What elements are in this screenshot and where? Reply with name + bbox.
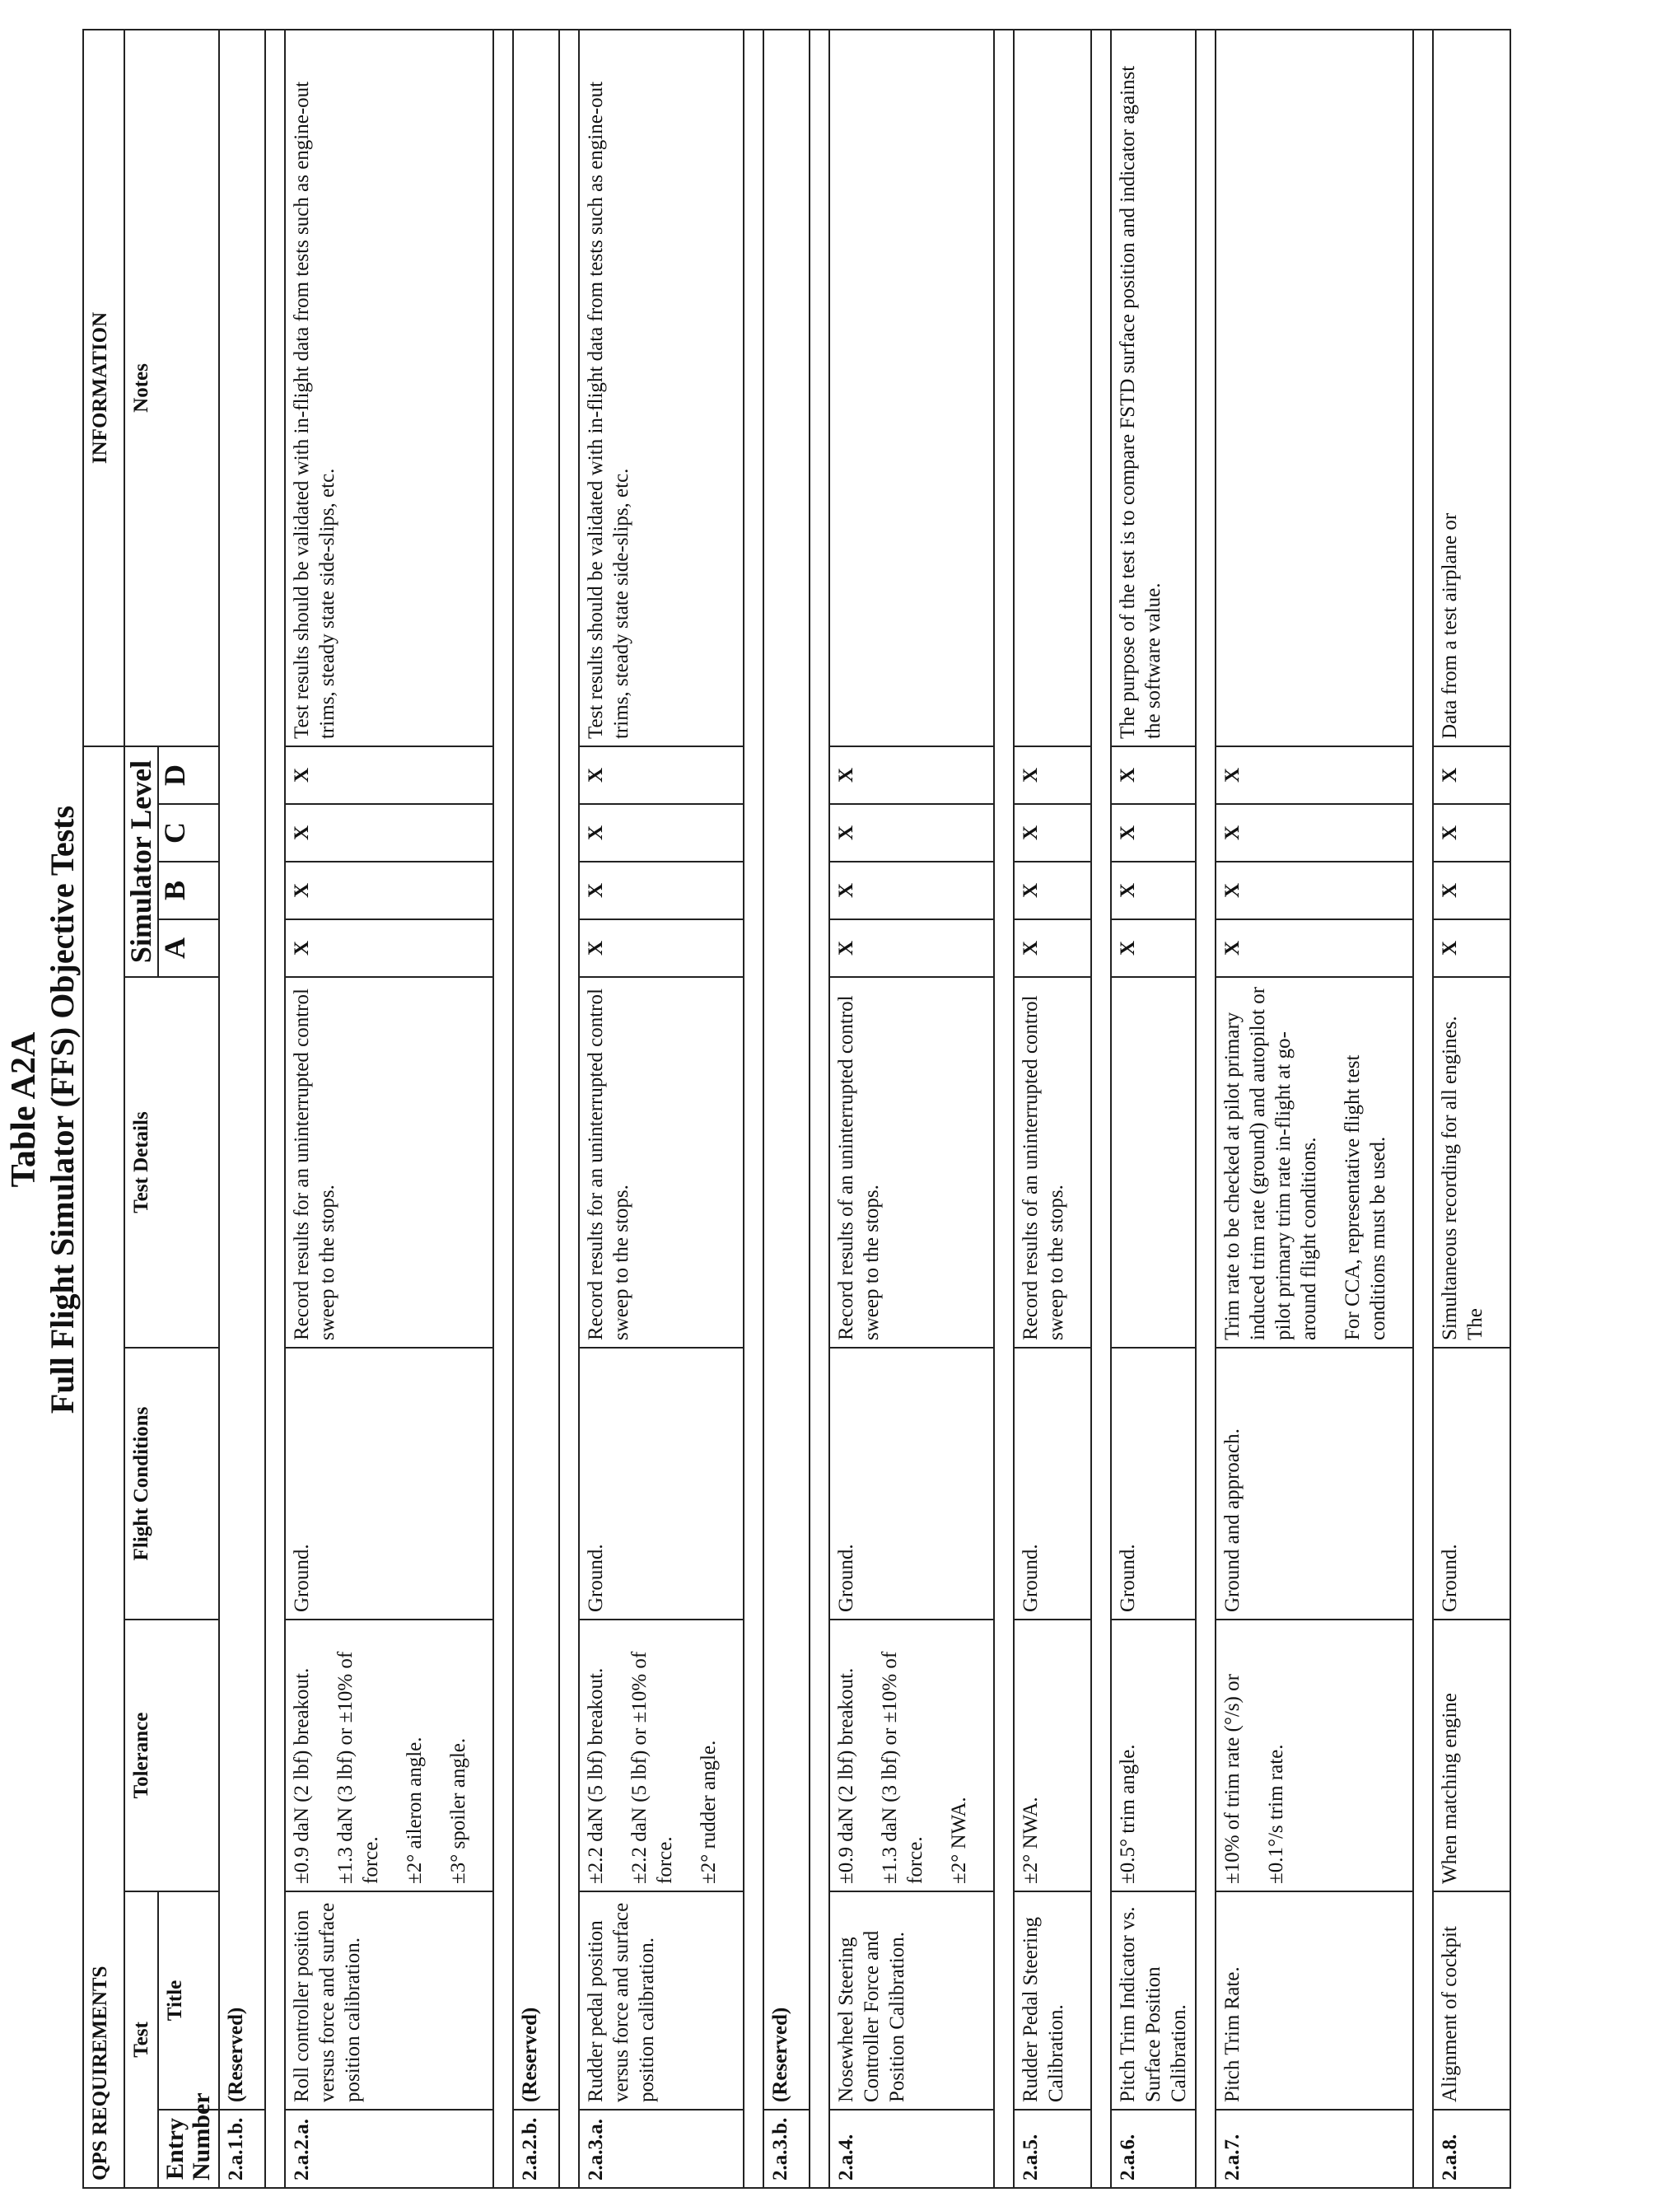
tolerance-line: When matching engine — [1439, 1693, 1461, 1884]
level-c-mark: X — [829, 804, 994, 862]
reserved-label: (Reserved) — [219, 30, 265, 2110]
entry-number: 2.a.3.a. — [579, 2110, 744, 2188]
notes-cell — [829, 30, 994, 746]
test-title: Alignment of cockpit — [1433, 1891, 1510, 2110]
test-details-cell — [285, 977, 493, 1348]
entry-number: 2.a.6. — [1111, 2110, 1196, 2188]
notes-cell: The purpose of the test is to compare FSTD surface position and indicator against the software value. — [1111, 30, 1196, 746]
flight-conditions: Ground. — [285, 1348, 493, 1620]
level-a-mark: X — [1433, 919, 1510, 977]
entry-number: 2.a.8. — [1433, 2110, 1510, 2188]
tolerance-line: ±0.1°/s trim rate. — [1265, 1744, 1287, 1884]
test-details-line: Record results of an uninterrupted control sweep to the stops. — [835, 995, 883, 1340]
entry-number: 2.a.7. — [1216, 2110, 1413, 2188]
tolerance-line: ±0.9 daN (2 lbf) breakout. — [835, 1667, 857, 1884]
row-separator — [994, 30, 1014, 2188]
test-details-line: Record results for an uninterrupted control sweep to the stops. — [585, 989, 632, 1340]
level-d-mark: X — [1111, 746, 1196, 804]
level-b-mark: X — [579, 862, 744, 919]
test-title: Roll controller position versus force and surface position calibration. — [285, 1891, 493, 2110]
level-b-mark: X — [1433, 862, 1510, 919]
flight-conditions: Ground. — [1433, 1348, 1510, 1620]
table-row — [219, 30, 265, 2188]
test-details-header: Test Details — [124, 977, 219, 1348]
test-details-line: Record results of an uninterrupted control sweep to the stops. — [1020, 995, 1067, 1340]
level-d-mark: X — [1014, 746, 1091, 804]
tolerance-line: ±2° NWA. — [948, 1797, 970, 1884]
tolerance-line: ±10% of trim rate (°/s) or — [1221, 1674, 1244, 1884]
row-separator — [1091, 30, 1111, 2188]
test-details-cell — [579, 977, 744, 1348]
tolerance-line: ±3° spoiler angle. — [447, 1737, 469, 1884]
tolerance-line: ±2.2 daN (5 lbf) breakout. — [585, 1667, 607, 1884]
objective-tests-table — [82, 29, 1511, 2189]
tolerance-line: ±2° rudder angle. — [698, 1740, 720, 1884]
level-d-mark: X — [829, 746, 994, 804]
level-d-header: D — [158, 746, 219, 804]
level-a-mark: X — [1216, 919, 1413, 977]
level-c-mark: X — [1433, 804, 1510, 862]
row-separator-cell — [810, 30, 829, 2188]
table-row — [1111, 30, 1196, 2188]
flight-conditions: Ground and approach. — [1216, 1348, 1413, 1620]
row-separator-cell — [744, 30, 763, 2188]
level-d-mark: X — [1216, 746, 1413, 804]
level-c-mark: X — [285, 804, 493, 862]
level-b-mark: X — [829, 862, 994, 919]
level-a-mark: X — [1014, 919, 1091, 977]
test-title: Nosewheel Steering Controller Force and Position Calibration. — [829, 1891, 994, 2110]
test-details-cell — [1433, 977, 1510, 1348]
tolerance-cell — [829, 1620, 994, 1891]
level-b-header: B — [158, 862, 219, 919]
test-details-cell — [1014, 977, 1091, 1348]
test-title: Rudder pedal position versus force and surface position calibration. — [579, 1891, 744, 2110]
table-row — [579, 30, 744, 2188]
row-separator-cell — [493, 30, 513, 2188]
entry-number: 2.a.4. — [829, 2110, 994, 2188]
table-row — [829, 30, 994, 2188]
tolerance-line: ±1.3 daN (3 lbf) or ±10% of force. — [334, 1651, 382, 1884]
level-b-mark: X — [1216, 862, 1413, 919]
test-title: Pitch Trim Rate. — [1216, 1891, 1413, 2110]
tolerance-cell — [1216, 1620, 1413, 1891]
tolerance-line: ±2° aileron angle. — [404, 1737, 426, 1884]
level-d-mark: X — [285, 746, 493, 804]
tolerance-cell — [1014, 1620, 1091, 1891]
information-banner: INFORMATION — [83, 30, 124, 746]
table-row — [513, 30, 559, 2188]
level-a-mark: X — [829, 919, 994, 977]
test-details-line: Record results for an uninterrupted control sweep to the stops. — [291, 989, 338, 1340]
simulator-level-header: Simulator Level — [124, 746, 158, 977]
tolerance-line: ±2° NWA. — [1020, 1797, 1042, 1884]
table-title: Table A2A — [5, 1031, 43, 1188]
entry-number: 2.a.2.b. — [513, 2110, 559, 2188]
title-header: Title — [158, 1891, 219, 2110]
row-separator — [493, 30, 513, 2188]
table-row — [1216, 30, 1413, 2188]
test-details-cell — [1216, 977, 1413, 1348]
table-subtitle: Full Flight Simulator (FFS) Objective Tests — [44, 805, 81, 1414]
entry-number: 2.a.3.b. — [763, 2110, 810, 2188]
test-details-line: Simultaneous recording for all engines. The — [1439, 1016, 1486, 1340]
level-a-mark: X — [1111, 919, 1196, 977]
entry-number-header: Entry Number — [158, 2110, 219, 2188]
tolerance-cell — [1111, 1620, 1196, 1891]
level-c-mark: X — [579, 804, 744, 862]
flight-conditions: Ground. — [1014, 1348, 1091, 1620]
qps-requirements-banner: QPS REQUIREMENTS — [83, 746, 124, 2188]
level-b-mark: X — [285, 862, 493, 919]
row-separator-cell — [265, 30, 285, 2188]
notes-cell — [1014, 30, 1091, 746]
row-separator — [265, 30, 285, 2188]
tolerance-cell — [285, 1620, 493, 1891]
test-header: Test — [124, 1891, 158, 2188]
level-b-mark: X — [1111, 862, 1196, 919]
level-c-mark: X — [1014, 804, 1091, 862]
notes-header: Notes — [124, 30, 219, 746]
flight-conditions-header: Flight Conditions — [124, 1348, 219, 1620]
row-separator — [1413, 30, 1433, 2188]
row-separator — [559, 30, 579, 2188]
test-details-line: For CCA, representative flight test conditions must be used. — [1342, 1054, 1389, 1340]
reserved-label: (Reserved) — [763, 30, 810, 2110]
tolerance-line: ±0.5° trim angle. — [1117, 1744, 1139, 1884]
row-separator-cell — [1091, 30, 1111, 2188]
row-separator-cell — [559, 30, 579, 2188]
level-d-mark: X — [579, 746, 744, 804]
entry-number: 2.a.2.a. — [285, 2110, 493, 2188]
tolerance-line: ±2.2 daN (5 lbf) or ±10% of force. — [628, 1651, 676, 1884]
level-c-mark: X — [1216, 804, 1413, 862]
reserved-label: (Reserved) — [513, 30, 559, 2110]
row-separator — [1196, 30, 1216, 2188]
level-b-mark: X — [1014, 862, 1091, 919]
table-row — [1014, 30, 1091, 2188]
tolerance-line: ±1.3 daN (3 lbf) or ±10% of force. — [879, 1651, 926, 1884]
notes-cell: Test results should be validated with in-flight data from tests such as engine-out trims, steady state side-slips, etc. — [285, 30, 493, 746]
entry-number: 2.a.1.b. — [219, 2110, 265, 2188]
level-d-mark: X — [1433, 746, 1510, 804]
level-c-mark: X — [1111, 804, 1196, 862]
tolerance-header: Tolerance — [124, 1620, 219, 1891]
row-separator — [744, 30, 763, 2188]
test-details-cell — [1111, 977, 1196, 1348]
level-a-mark: X — [285, 919, 493, 977]
table-row — [763, 30, 810, 2188]
row-separator-cell — [994, 30, 1014, 2188]
test-details-line: Trim rate to be checked at pilot primary induced trim rate (ground) and autopilot or pilot primary trim rate in-flight at go-around flight conditions. — [1221, 986, 1320, 1340]
flight-conditions: Ground. — [579, 1348, 744, 1620]
table-row — [285, 30, 493, 2188]
notes-cell: Data from a test airplane or — [1433, 30, 1510, 746]
notes-cell: Test results should be validated with in-flight data from tests such as engine-out trims, steady state side-slips, etc. — [579, 30, 744, 746]
row-separator-cell — [1196, 30, 1216, 2188]
entry-number: 2.a.5. — [1014, 2110, 1091, 2188]
tolerance-line: ±0.9 daN (2 lbf) breakout. — [291, 1667, 313, 1884]
tolerance-cell — [579, 1620, 744, 1891]
test-title: Pitch Trim Indicator vs. Surface Position Calibration. — [1111, 1891, 1196, 2110]
row-separator-cell — [1413, 30, 1433, 2188]
flight-conditions: Ground. — [1111, 1348, 1196, 1620]
level-a-header: A — [158, 919, 219, 977]
notes-cell — [1216, 30, 1413, 746]
flight-conditions: Ground. — [829, 1348, 994, 1620]
table-row — [1433, 30, 1510, 2188]
row-separator — [810, 30, 829, 2188]
test-title: Rudder Pedal Steering Calibration. — [1014, 1891, 1091, 2110]
level-a-mark: X — [579, 919, 744, 977]
level-c-header: C — [158, 804, 219, 862]
test-details-cell — [829, 977, 994, 1348]
tolerance-cell — [1433, 1620, 1510, 1891]
